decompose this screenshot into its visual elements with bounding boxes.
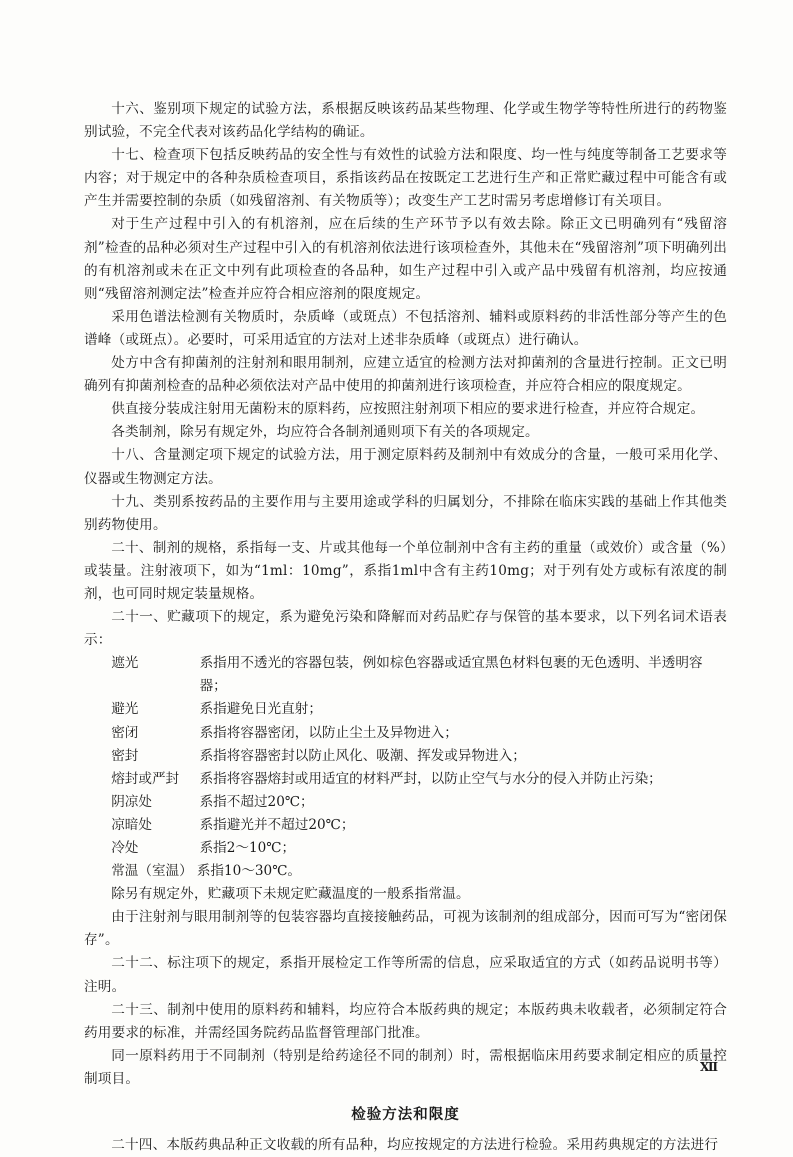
paragraph: 十七、检查项下包括反映药品的安全性与有效性的试验方法和限度、均一性与纯度等制备工艺要求等内容；对于规定中的各种杂质检查项目，系指该药品在按既定工艺进行生产和正常贮藏过程中可能含有或产生并需要控制的杂质（如残留溶剂、有关物质等）；改变生产工艺时需另考虑增修订有关项目。 bbox=[84, 147, 727, 210]
paragraph: 处方中含有抑菌剂的注射剂和眼用制剂，应建立适宜的检测方法对抑菌剂的含量进行控制。正文已明确列有抑菌剂检查的品种必须依法对产品中使用的抑菌剂进行该项检查，并应符合相应的限度规定。 bbox=[84, 355, 727, 395]
storage-term-definition: 系指避免日光直射； bbox=[199, 701, 322, 718]
storage-term-list bbox=[84, 652, 727, 883]
storage-term-row bbox=[84, 814, 727, 837]
paragraph: 由于注射剂与眼用制剂等的包装容器均直接接触药品，可视为该制剂的组成部分，因而可写为“密闭保存”。 bbox=[84, 909, 727, 949]
storage-term: 阴凉处 bbox=[111, 793, 152, 810]
storage-term-row bbox=[84, 722, 727, 745]
storage-term: 常温（室温） bbox=[111, 863, 193, 880]
storage-term: 凉暗处 bbox=[111, 816, 152, 833]
page-number: Ⅻ bbox=[699, 1060, 717, 1074]
paragraph: 十九、类别系按药品的主要作用与主要用途或学科的归属划分，不排除在临床实践的基础上作其他类别药物使用。 bbox=[84, 493, 727, 533]
paragraph: 十八、含量测定项下规定的试验方法，用于测定原料药及制剂中有效成分的含量，一般可采用化学、仪器或生物测定方法。 bbox=[84, 447, 727, 487]
storage-term-row bbox=[84, 768, 727, 791]
body-text-c bbox=[84, 1134, 727, 1157]
storage-term-definition: 系指不超过20℃； bbox=[199, 793, 314, 810]
storage-term-definition: 系指将容器密闭，以防止尘土及异物进入； bbox=[199, 724, 458, 741]
storage-term: 避光 bbox=[111, 701, 139, 718]
section-heading: 检验方法和限度 bbox=[351, 1106, 460, 1124]
paragraph: 二十一、贮藏项下的规定，系为避免污染和降解而对药品贮存与保管的基本要求，以下列名词术语表示： bbox=[84, 609, 727, 649]
paragraph: 对于生产过程中引入的有机溶剂，应在后续的生产环节予以有效去除。除正文已明确列有“残留溶剂”检查的品种必须对生产过程中引入的有机溶剂依法进行该项检查外，其他未在“残留溶剂”项下明确列出的有机溶剂或未在正文中列有此项检查的各品种，如生产过程中引入或产品中残留有机溶剂，均应按通则“残留溶剂测定法”检查并应符合相应溶剂的限度规定。 bbox=[84, 216, 727, 302]
storage-term-row bbox=[84, 698, 727, 721]
storage-term-definition: 系指2～10℃； bbox=[199, 840, 296, 856]
paragraph: 十六、鉴别项下规定的试验方法，系根据反映该药品某些物理、化学或生物学等特性所进行的药物鉴别试验，不完全代表对该药品化学结构的确证。 bbox=[84, 101, 727, 141]
storage-term: 熔封或严封 bbox=[111, 770, 180, 787]
paragraph: 二十二、标注项下的规定，系指开展检定工作等所需的信息，应采取适宜的方式（如药品说明书等）注明。 bbox=[84, 955, 727, 995]
storage-term-definition: 系指将容器熔封或用适宜的材料严封，以防止空气与水分的侵入并防止污染； bbox=[199, 770, 662, 787]
storage-term-definition: 系指避光并不超过20℃； bbox=[199, 816, 355, 833]
storage-term-definition: 系指用不透光的容器包装，例如棕色容器或适宜黑色材料包裹的无色透明、半透明容器； bbox=[199, 655, 703, 695]
paragraph: 二十三、制剂中使用的原料药和辅料，均应符合本版药典的规定；本版药典未收载者，必须制定符合药用要求的标准，并需经国务院药品监督管理部门批准。 bbox=[84, 1001, 727, 1041]
storage-term: 冷处 bbox=[111, 840, 139, 856]
paragraph: 采用色谱法检测有关物质时，杂质峰（或斑点）不包括溶剂、辅料或原料药的非活性部分等产生的色谱峰（或斑点）。必要时，可采用适宜的方法对上述非杂质峰（或斑点）进行确认。 bbox=[84, 308, 727, 348]
storage-term-definition: 系指10～30℃。 bbox=[196, 863, 302, 880]
paragraph: 同一原料药用于不同制剂（特别是给药途径不同的制剂）时，需根据临床用药要求制定相应的质量控制项目。 bbox=[84, 1047, 727, 1087]
storage-term: 密封 bbox=[111, 747, 139, 764]
storage-term-row bbox=[84, 791, 727, 814]
body-text-a bbox=[84, 98, 727, 652]
storage-term: 密闭 bbox=[111, 724, 139, 741]
paragraph: 二十四、本版药典品种正文收载的所有品种，均应按规定的方法进行检验。采用药典规定的方法进行 bbox=[111, 1137, 719, 1154]
storage-term: 遮光 bbox=[111, 655, 139, 672]
paragraph: 除另有规定外，贮藏项下未规定贮藏温度的一般系指常温。 bbox=[111, 886, 470, 903]
paragraph: 二十、制剂的规格，系指每一支、片或其他每一个单位制剂中含有主药的重量（或效价）或含量（%）或装量。注射液项下，如为“1ml：10mg”，系指1ml中含有主药10mg；对于列有处方或标有浓度的制剂，也可同时规定装量规格。 bbox=[84, 539, 727, 602]
body-text-b bbox=[84, 883, 727, 1091]
paragraph: 供直接分装成注射用无菌粉末的原料药，应按照注射剂项下相应的要求进行检查，并应符合规定。 bbox=[111, 401, 705, 418]
storage-term-row bbox=[84, 652, 727, 698]
storage-term-row bbox=[84, 860, 727, 883]
storage-term-row bbox=[84, 837, 727, 860]
paragraph: 各类制剂，除另有规定外，均应符合各制剂通则项下有关的各项规定。 bbox=[111, 424, 539, 441]
storage-term-definition: 系指将容器密封以防止风化、吸潮、挥发或异物进入； bbox=[199, 747, 526, 764]
storage-term-row bbox=[84, 745, 727, 768]
